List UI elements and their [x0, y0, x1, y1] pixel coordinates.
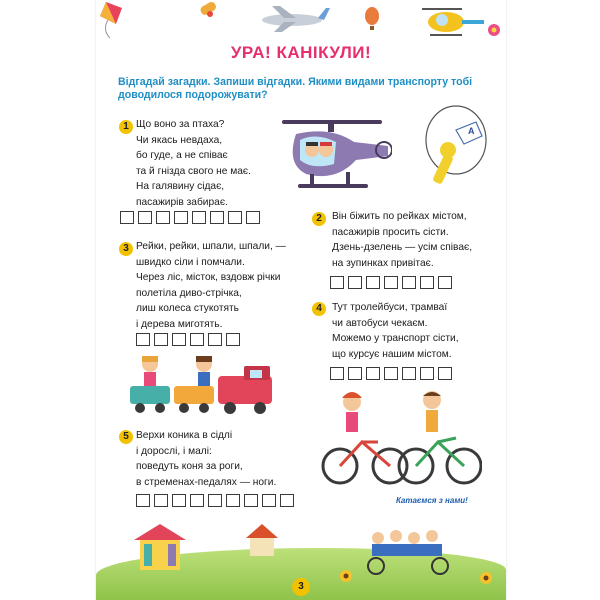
letter-box[interactable]	[384, 367, 398, 380]
letter-box[interactable]	[402, 367, 416, 380]
letter-box[interactable]	[192, 211, 206, 224]
riddle-line: Тут тролейбуси, трамваї	[332, 302, 448, 313]
hot-air-balloon-icon	[365, 7, 379, 30]
letter-box[interactable]	[246, 211, 260, 224]
letter-box[interactable]	[172, 494, 186, 507]
riddle-5-text	[136, 428, 276, 490]
riddle-line: що курсує нашим містом.	[332, 348, 452, 360]
riddle-line: швидко сіли і помчали.	[136, 256, 245, 268]
riddle-line: Через ліс, місток, вздовж річки	[136, 272, 281, 283]
riddle-line: і дерева миготять.	[136, 318, 223, 330]
riddle-line: На галявину сідає,	[136, 181, 225, 192]
answer-boxes-2[interactable]	[330, 276, 452, 289]
riddle-line: лиш колеса стукотять	[136, 303, 239, 314]
sunflower-icon	[340, 570, 492, 584]
riddle-line: полетіла диво-стрічка,	[136, 287, 242, 299]
riddle-line: пасажирів забирає.	[136, 196, 228, 208]
answer-boxes-1[interactable]	[120, 211, 260, 224]
letter-box[interactable]	[226, 494, 240, 507]
riddle-line: Що воно за птаха?	[136, 119, 225, 130]
carousel-icon	[134, 524, 186, 570]
riddle-number-2: 2	[312, 212, 326, 226]
bicycles-illustration	[318, 388, 482, 492]
key-tag-letter: А	[468, 126, 475, 136]
top-illustration-band	[96, 0, 506, 42]
riddle-2-text	[332, 209, 472, 271]
riddle-line: Можемо у транспорт сісти,	[332, 333, 459, 344]
letter-box[interactable]	[384, 276, 398, 289]
riddle-line: і дорослі, і малі:	[136, 445, 212, 457]
letter-box[interactable]	[420, 276, 434, 289]
workbook-page	[96, 0, 506, 600]
letter-box[interactable]	[190, 494, 204, 507]
riddle-line: пасажирів просить сісти.	[332, 226, 449, 238]
airplane-icon	[262, 6, 330, 32]
letter-box[interactable]	[348, 367, 362, 380]
letter-box[interactable]	[366, 367, 380, 380]
letter-box[interactable]	[190, 333, 204, 346]
riddle-line: в стременах-педалях — ноги.	[136, 476, 277, 488]
letter-box[interactable]	[226, 333, 240, 346]
letter-box[interactable]	[174, 211, 188, 224]
letter-box[interactable]	[120, 211, 134, 224]
instructions: Відгадай загадки. Запиши відгадки. Якими видами транспорту тобі доводилося подорожувати?	[118, 76, 473, 101]
letter-box[interactable]	[208, 333, 222, 346]
letter-box[interactable]	[420, 367, 434, 380]
letter-box[interactable]	[330, 276, 344, 289]
riddle-line: та й гнізда свого не має.	[136, 165, 251, 177]
letter-box[interactable]	[438, 276, 452, 289]
riddle-line: Чи якась невдаха,	[136, 134, 223, 146]
page-title: УРА! КАНІКУЛИ!	[230, 43, 372, 62]
letter-box[interactable]	[262, 494, 276, 507]
group-bicycle-icon	[368, 530, 448, 574]
riddle-line: на зупинках привітає.	[332, 257, 434, 269]
key-tag-illustration	[422, 104, 500, 196]
helicopter-illustration	[276, 112, 392, 198]
riddle-4-text	[332, 300, 459, 362]
letter-box[interactable]	[438, 367, 452, 380]
letter-box[interactable]	[366, 276, 380, 289]
riddle-line: Дзень-дзелень — усім співає,	[332, 242, 473, 253]
riddle-line: Він біжить по рейках містом,	[332, 211, 467, 222]
letter-box[interactable]	[136, 494, 150, 507]
page-number: 3	[292, 578, 310, 596]
answer-boxes-3[interactable]	[136, 333, 240, 346]
train-illustration	[126, 352, 286, 422]
helicopter-top-icon	[422, 8, 484, 36]
riddle-number-5: 5	[119, 430, 133, 444]
letter-box[interactable]	[330, 367, 344, 380]
letter-box[interactable]	[228, 211, 242, 224]
letter-box[interactable]	[402, 276, 416, 289]
riddle-number-1: 1	[119, 120, 133, 134]
letter-box[interactable]	[348, 276, 362, 289]
rocket-icon	[199, 1, 217, 17]
letter-box[interactable]	[280, 494, 294, 507]
riddle-1-text	[136, 117, 251, 210]
letter-box[interactable]	[156, 211, 170, 224]
riddle-number-3: 3	[119, 242, 133, 256]
letter-box[interactable]	[154, 333, 168, 346]
riddle-line: поведуть коня за роги,	[136, 461, 243, 472]
riddle-number-4: 4	[312, 302, 326, 316]
letter-box[interactable]	[154, 494, 168, 507]
answer-boxes-4[interactable]	[330, 367, 452, 380]
letter-box[interactable]	[136, 333, 150, 346]
riddle-line: бо гуде, а не співає	[136, 150, 228, 161]
letter-box[interactable]	[208, 494, 222, 507]
riddle-3-text	[136, 239, 286, 332]
house-icon	[246, 524, 278, 556]
letter-box[interactable]	[210, 211, 224, 224]
riddle-line: Рейки, рейки, шпали, шпали, —	[136, 241, 286, 252]
letter-box[interactable]	[244, 494, 258, 507]
flower-decoration	[488, 24, 500, 36]
answer-boxes-5[interactable]	[136, 494, 294, 507]
letter-box[interactable]	[138, 211, 152, 224]
riddle-line: чи автобуси чекаєм.	[332, 317, 428, 329]
kite-icon	[100, 2, 122, 38]
bike-slogan: Катаємся з нами!	[396, 496, 468, 505]
riddle-line: Верхи коника в сідлі	[136, 430, 233, 441]
letter-box[interactable]	[172, 333, 186, 346]
